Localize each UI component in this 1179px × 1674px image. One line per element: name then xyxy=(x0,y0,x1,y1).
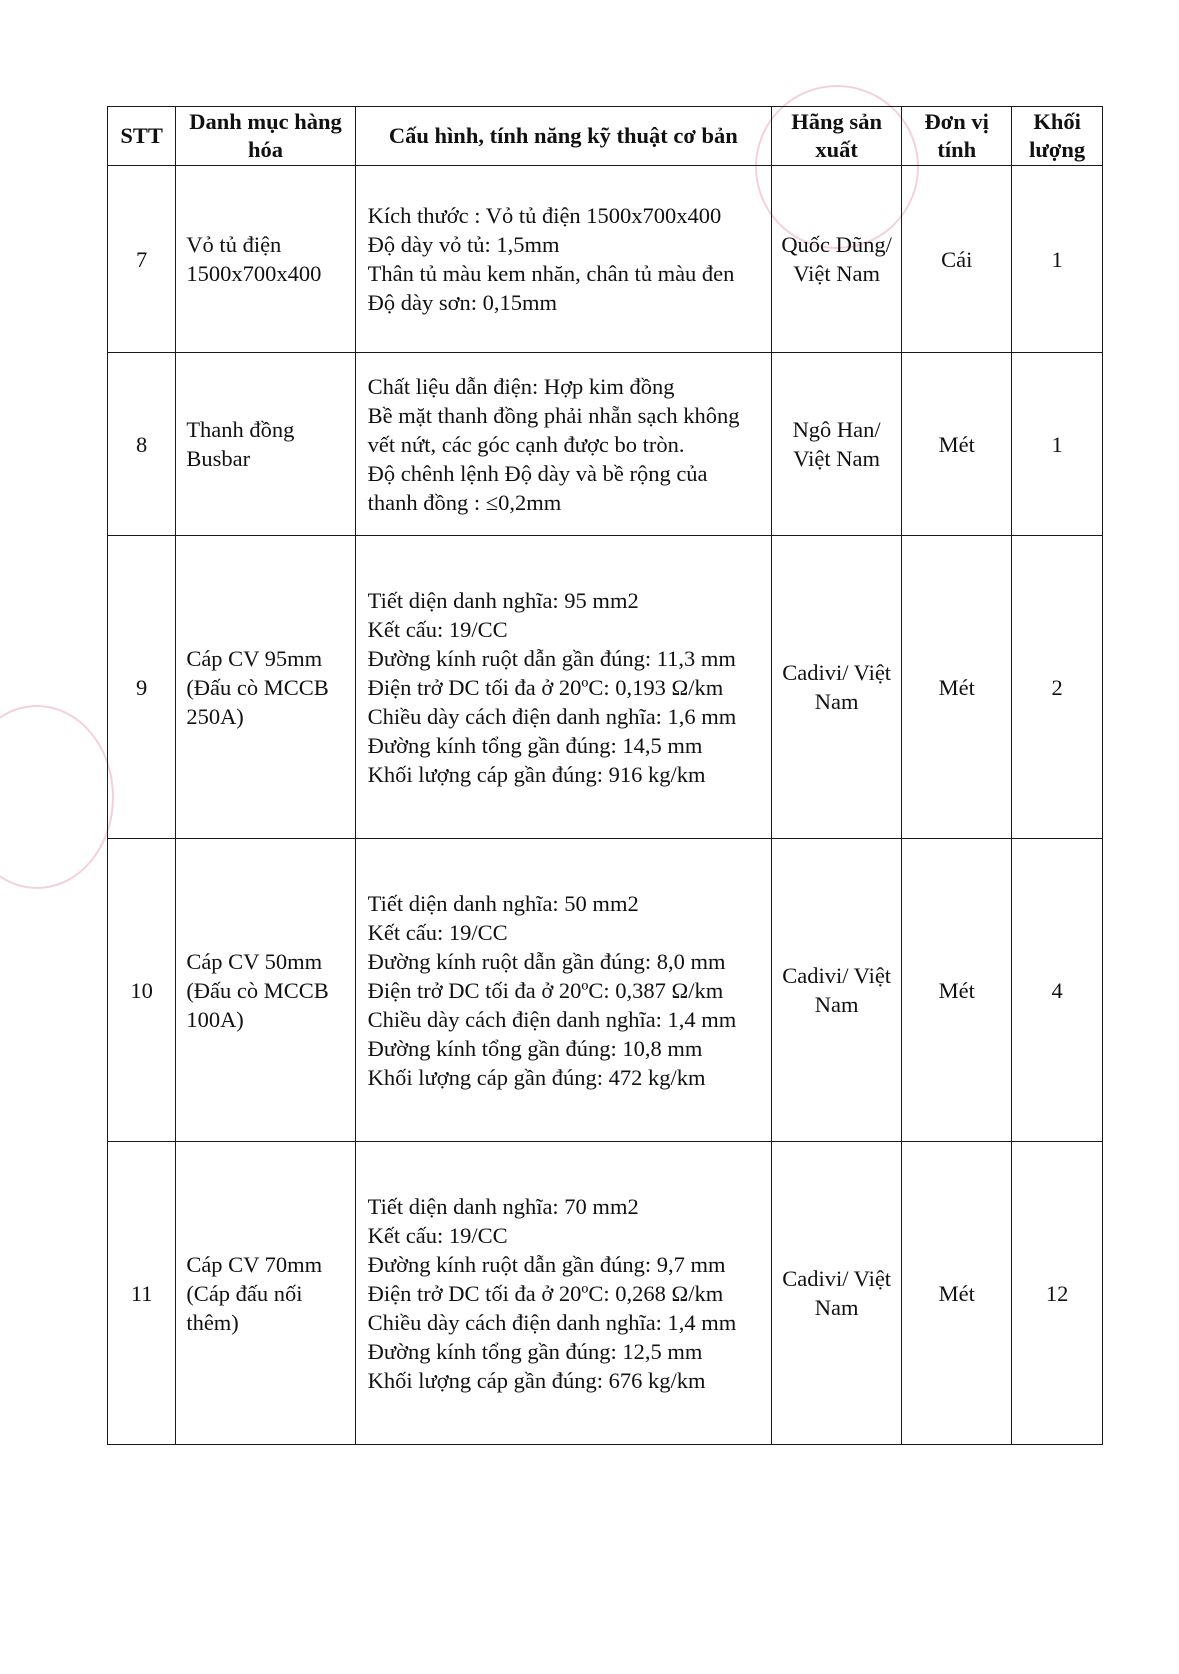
spec-line: Điện trở DC tối đa ở 20ºC: 0,387 Ω/km xyxy=(367,977,724,1003)
spec-line: Độ dày vỏ tủ: 1,5mm xyxy=(367,232,560,257)
cell-spec xyxy=(355,353,771,536)
spec-line: Chất liệu dẫn điện: Hợp kim đồng xyxy=(367,373,675,399)
spec-line: Đường kính ruột dẫn gần đúng: 11,3 mm xyxy=(367,645,736,671)
cell-item: Cáp CV 95mm (Đấu cò MCCB 250A) xyxy=(176,536,355,839)
spec-line: Thân tủ màu kem nhăn, chân tủ màu đen xyxy=(367,261,735,286)
header-spec: Cấu hình, tính năng kỹ thuật cơ bản xyxy=(355,107,771,166)
spec-line: Đường kính ruột dẫn gần đúng: 8,0 mm xyxy=(367,948,726,974)
table-row xyxy=(108,166,1103,353)
table-row xyxy=(108,353,1103,536)
spec-line: Kết cấu: 19/CC xyxy=(367,616,508,642)
spec-line: Kích thước : Vỏ tủ điện 1500x700x400 xyxy=(367,203,722,228)
cell-unit: Mét xyxy=(902,1142,1012,1445)
spec-line: Điện trở DC tối đa ở 20ºC: 0,193 Ω/km xyxy=(367,674,724,700)
cell-stt: 9 xyxy=(108,536,176,839)
cell-quantity: 4 xyxy=(1012,839,1103,1142)
table-header-row xyxy=(108,107,1103,166)
cell-unit: Mét xyxy=(902,536,1012,839)
table-row xyxy=(108,839,1103,1142)
spec-line: Khối lượng cáp gần đúng: 472 kg/km xyxy=(367,1064,706,1090)
spec-line: Tiết diện danh nghĩa: 50 mm2 xyxy=(367,890,639,916)
cell-item: Cáp CV 70mm (Cáp đấu nối thêm) xyxy=(176,1142,355,1445)
cell-spec xyxy=(355,839,771,1142)
cell-spec xyxy=(355,536,771,839)
cell-quantity: 1 xyxy=(1012,353,1103,536)
spec-line: Chiều dày cách điện danh nghĩa: 1,4 mm xyxy=(367,1006,737,1032)
cell-spec xyxy=(355,1142,771,1445)
table-row xyxy=(108,1142,1103,1445)
cell-item: Vỏ tủ điện 1500x700x400 xyxy=(176,166,355,353)
cell-manufacturer: Cadivi/ Việt Nam xyxy=(772,839,902,1142)
spec-line: Bề mặt thanh đồng phải nhẵn sạch không vết nứt, các góc cạnh được bo tròn. xyxy=(367,402,740,457)
spec-line: Độ chênh lệnh Độ dày và bề rộng của thanh đồng : ≤0,2mm xyxy=(367,460,708,515)
spec-line: Độ dày sơn: 0,15mm xyxy=(367,290,558,315)
spec-line: Khối lượng cáp gần đúng: 676 kg/km xyxy=(367,1367,706,1393)
cell-stt: 10 xyxy=(108,839,176,1142)
cell-spec xyxy=(355,166,771,353)
spec-line: Đường kính tổng gần đúng: 12,5 mm xyxy=(367,1338,703,1364)
cell-unit: Mét xyxy=(902,839,1012,1142)
cell-stt: 11 xyxy=(108,1142,176,1445)
cell-manufacturer: Cadivi/ Việt Nam xyxy=(772,536,902,839)
spec-line: Chiều dày cách điện danh nghĩa: 1,6 mm xyxy=(367,703,737,729)
spec-line: Điện trở DC tối đa ở 20ºC: 0,268 Ω/km xyxy=(367,1280,724,1306)
spec-line: Đường kính ruột dẫn gần đúng: 9,7 mm xyxy=(367,1251,726,1277)
spec-line: Khối lượng cáp gần đúng: 916 kg/km xyxy=(367,761,706,787)
cell-stt: 8 xyxy=(108,353,176,536)
cell-manufacturer: Ngô Han/ Việt Nam xyxy=(772,353,902,536)
cell-quantity: 1 xyxy=(1012,166,1103,353)
cell-quantity: 2 xyxy=(1012,536,1103,839)
spec-line: Tiết diện danh nghĩa: 95 mm2 xyxy=(367,587,639,613)
header-unit: Đơn vị tính xyxy=(902,107,1012,166)
goods-spec-table xyxy=(107,106,1103,1445)
header-manufacturer: Hãng sản xuất xyxy=(772,107,902,166)
spec-line: Kết cấu: 19/CC xyxy=(367,1222,508,1248)
cell-unit: Cái xyxy=(902,166,1012,353)
spec-line: Đường kính tổng gần đúng: 10,8 mm xyxy=(367,1035,703,1061)
cell-item: Thanh đồng Busbar xyxy=(176,353,355,536)
cell-manufacturer: Quốc Dũng/ Việt Nam xyxy=(772,166,902,353)
spec-line: Chiều dày cách điện danh nghĩa: 1,4 mm xyxy=(367,1309,737,1335)
cell-item: Cáp CV 50mm (Đấu cò MCCB 100A) xyxy=(176,839,355,1142)
spec-line: Tiết diện danh nghĩa: 70 mm2 xyxy=(367,1193,639,1219)
table-row xyxy=(108,536,1103,839)
cell-unit: Mét xyxy=(902,353,1012,536)
header-quantity: Khối lượng xyxy=(1012,107,1103,166)
header-item: Danh mục hàng hóa xyxy=(176,107,355,166)
cell-quantity: 12 xyxy=(1012,1142,1103,1445)
spec-line: Đường kính tổng gần đúng: 14,5 mm xyxy=(367,732,703,758)
header-stt: STT xyxy=(108,107,176,166)
cell-stt: 7 xyxy=(108,166,176,353)
cell-manufacturer: Cadivi/ Việt Nam xyxy=(772,1142,902,1445)
stamp-seal-left xyxy=(0,705,114,889)
spec-line: Kết cấu: 19/CC xyxy=(367,919,508,945)
